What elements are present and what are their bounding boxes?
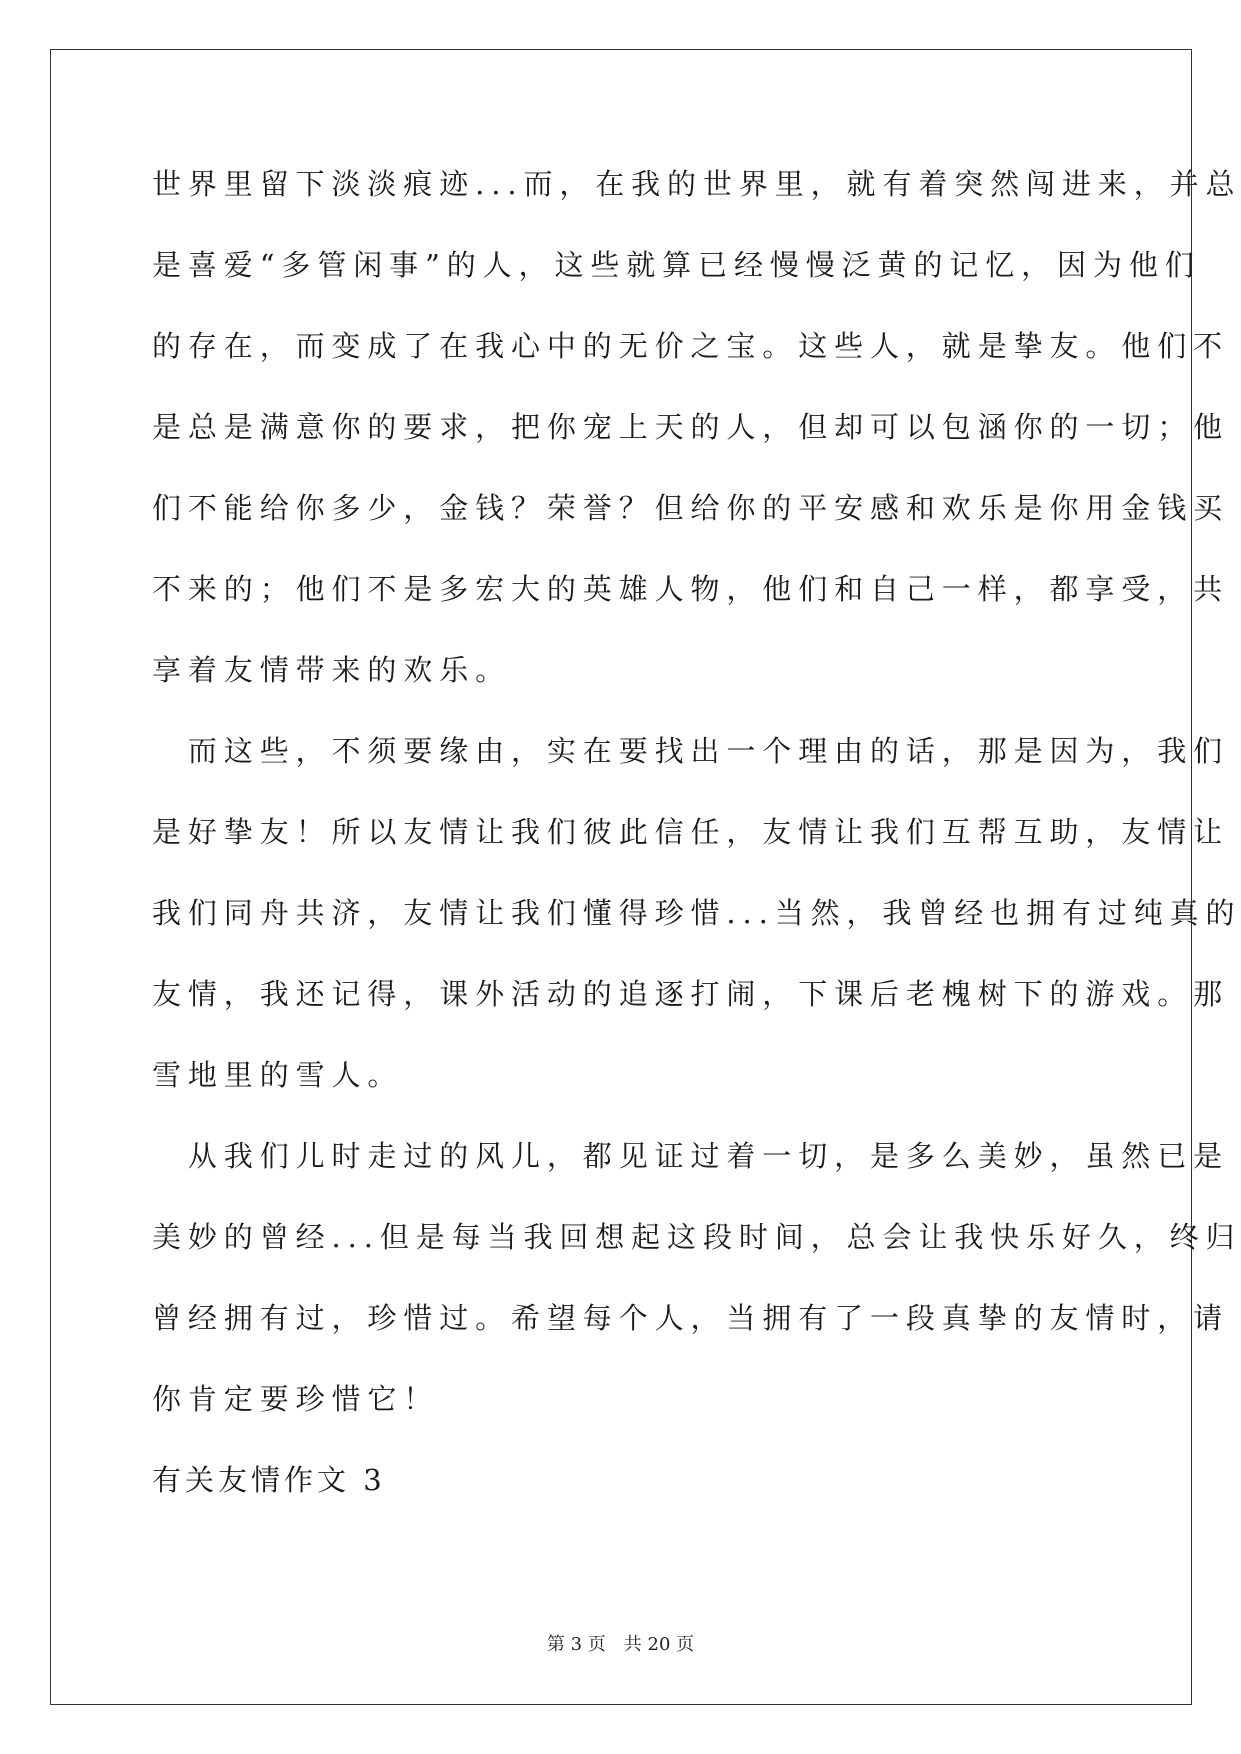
text-line: 是喜爱“多管闲事”的人，这些就算已经慢慢泛黄的记忆，因为他们 — [152, 248, 1201, 282]
text-line: 友情，我还记得，课外活动的追逐打闹，下课后老槐树下的游戏。那 — [152, 977, 1230, 1011]
section-heading: 有关友情作文 3 — [152, 1463, 386, 1497]
document-body — [152, 164, 1241, 1500]
text-line: 的存在，而变成了在我心中的无价之宝。这些人，就是挚友。他们不 — [152, 329, 1230, 363]
text-line: 你肯定要珍惜它！ — [152, 1382, 440, 1416]
text-line: 世界里留下淡淡痕迹...而，在我的世界里，就有着突然闯进来，并总 — [152, 167, 1241, 201]
text-line: 从我们儿时走过的风儿，都见证过着一切，是多么美妙，虽然已是 — [152, 1139, 1230, 1173]
text-line: 雪地里的雪人。 — [152, 1058, 404, 1092]
page-footer — [0, 1630, 1241, 1656]
text-line: 而这些，不须要缘由，实在要找出一个理由的话，那是因为，我们 — [152, 734, 1230, 768]
text-line: 不来的；他们不是多宏大的英雄人物，他们和自己一样，都享受，共 — [152, 572, 1230, 606]
text-line: 美妙的曾经...但是每当我回想起这段时间，总会让我快乐好久，终归 — [152, 1220, 1241, 1254]
text-line: 是好挚友！所以友情让我们彼此信任，友情让我们互帮互助，友情让 — [152, 815, 1230, 849]
text-line: 是总是满意你的要求，把你宠上天的人，但却可以包涵你的一切；他 — [152, 410, 1230, 444]
text-line: 曾经拥有过，珍惜过。希望每个人，当拥有了一段真挚的友情时，请 — [152, 1301, 1230, 1335]
text-line: 享着友情带来的欢乐。 — [152, 653, 512, 687]
page-number: 第 3 页 共 20 页 — [546, 1634, 695, 1655]
text-line: 我们同舟共济，友情让我们懂得珍惜...当然，我曾经也拥有过纯真的 — [152, 896, 1241, 930]
text-line: 们不能给你多少，金钱？荣誉？但给你的平安感和欢乐是你用金钱买 — [152, 491, 1230, 525]
